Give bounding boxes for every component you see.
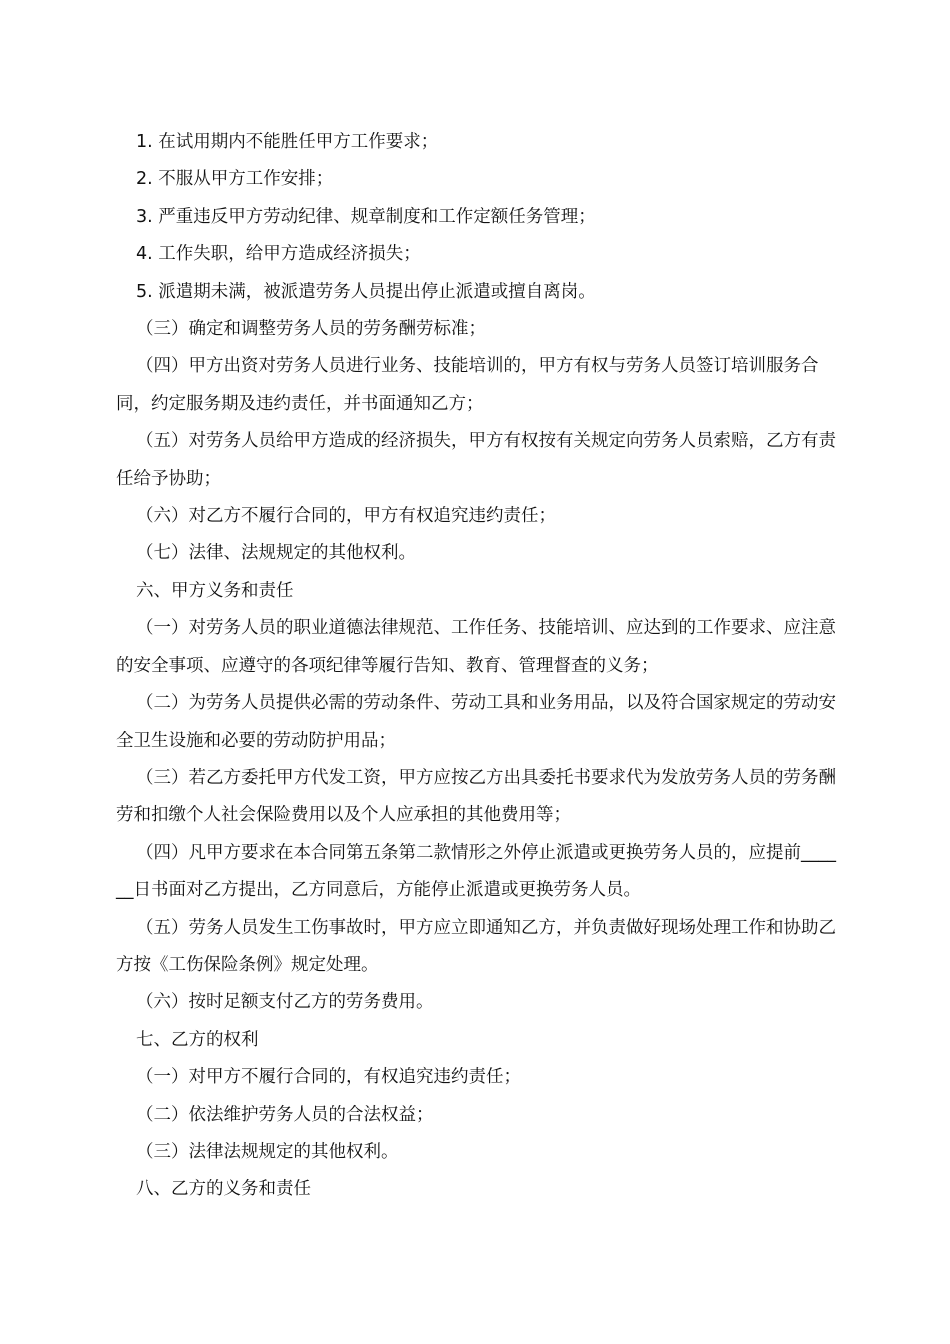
paragraph-item-2: 2. 不服从甲方工作安排； — [136, 169, 334, 190]
paragraph-clause-4: （四）甲方出资对劳务人员进行业务、技能培训的，甲方有权与劳务人员签订培训服务合同，约定服务期及违约责任，并书面通知乙方； — [116, 356, 819, 414]
paragraph-item-5: 5. 派遣期未满，被派遣劳务人员提出停止派遣或擅自离岗。 — [136, 281, 596, 302]
paragraph-clause-3: （三）确定和调整劳务人员的劳务酬劳标准； — [136, 319, 486, 340]
section-heading-7: 七、乙方的权利 — [136, 1029, 259, 1050]
paragraph-item-1: 1. 在试用期内不能胜任甲方工作要求； — [136, 132, 439, 152]
section-heading-6: 六、甲方义务和责任 — [136, 580, 294, 601]
document-body — [116, 124, 836, 1209]
paragraph-clause-7: （七）法律、法规规定的其他权利。 — [136, 543, 416, 564]
paragraph-right-3: （三）法律法规规定的其他权利。 — [136, 1141, 399, 1162]
paragraph-obligation-1: （一）对劳务人员的职业道德法律规范、工作任务、技能培训、应达到的工作要求、应注意的安全事项、应遵守的各项纪律等履行告知、教育、管理督查的义务； — [116, 618, 836, 676]
paragraph-item-4: 4. 工作失职，给甲方造成经济损失； — [136, 244, 421, 265]
paragraph-obligation-5: （五）劳务人员发生工伤事故时，甲方应立即通知乙方，并负责做好现场处理工作和协助乙方按《工伤保险条例》规定处理。 — [116, 917, 836, 975]
paragraph-clause-5: （五）对劳务人员给甲方造成的经济损失，甲方有权按有关规定向劳务人员索赔，乙方有责任给予协助； — [116, 431, 836, 489]
paragraph-right-2: （二）依法维护劳务人员的合法权益； — [136, 1104, 434, 1125]
paragraph-right-1: （一）对甲方不履行合同的，有权追究违约责任； — [136, 1067, 521, 1088]
section-heading-8: 八、乙方的义务和责任 — [136, 1179, 311, 1200]
paragraph-obligation-2: （二）为劳务人员提供必需的劳动条件、劳动工具和业务用品，以及符合国家规定的劳动安全卫生设施和必要的劳动防护用品； — [116, 693, 836, 751]
paragraph-item-3: 3. 严重违反甲方劳动纪律、规章制度和工作定额任务管理； — [136, 206, 596, 227]
paragraph-obligation-4: （四）凡甲方要求在本合同第五条第二款情形之外停止派遣或更换劳务人员的，应提前______日书面对乙方提出，乙方同意后，方能停止派遣或更换劳务人员。 — [116, 842, 836, 901]
paragraph-obligation-3: （三）若乙方委托甲方代发工资，甲方应按乙方出具委托书要求代为发放劳务人员的劳务酬劳和扣缴个人社会保险费用以及个人应承担的其他费用等； — [116, 767, 836, 826]
paragraph-clause-6: （六）对乙方不履行合同的，甲方有权追究违约责任； — [136, 506, 556, 527]
paragraph-obligation-6: （六）按时足额支付乙方的劳务费用。 — [136, 992, 434, 1013]
